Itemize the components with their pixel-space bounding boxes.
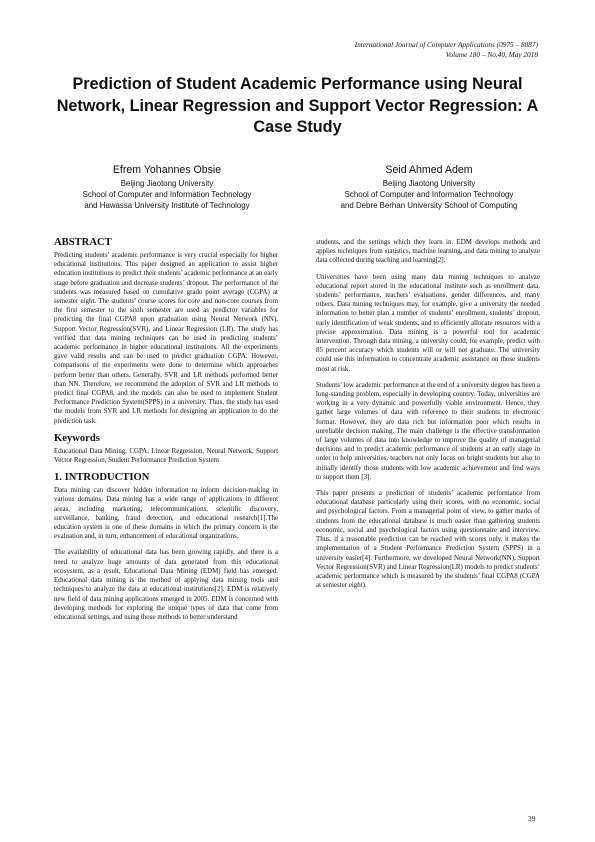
body-paragraph: The availability of educational data has been growing rapidly, and there is a need to analyze huge amounts of data generated from this educational ecosystem, as a result, Educational Data Mining (EDM) field has emerged. Educational data mining is the method of applying data mining tools and techniques to analyze the data at educational institutions[2]. EDM is relatively new field of data mining applications emerged in 2005. EDM is concerned with developing methods for exploring the unique types of data that come from educational settings, and using those methods to better understand xyxy=(54,548,278,621)
page-number: 39 xyxy=(528,814,536,823)
author-affiliation: and Hawassa University Institute of Technology xyxy=(84,201,250,211)
body-paragraph: Students’ low academic performance at the end of a university degree has been a long-standing problem, especially in developing country. Today, universities are working in a very dynamic and powerfully viable environment. Hence, they gather large volumes of data with reference to their students in electronic format. However, they are data rich but information poor which results in unreliable decision making. The main challenge is the effective transformation of large volumes of data into knowledge to improve the quality of managerial decisions and to predict academic performance of students at an early stage in order to help universities, teachers not only focus on bright students but also to initially identify those students with low academic achievement and find ways to support them [3]. xyxy=(316,380,540,481)
keywords-text: Educational Data Mining, CGPA, Linear Regression, Neural Network, Support Vector Regression, Student Performance Prediction System xyxy=(54,446,278,465)
author-affiliation: and Debre Berhan University School of Computing xyxy=(340,201,518,211)
journal-name: International Journal of Computer Applications (0975 – 8887) xyxy=(354,40,538,49)
author-name: Efrem Yohannes Obsie xyxy=(112,164,222,176)
left-column xyxy=(54,237,278,629)
body-paragraph: This paper presents a prediction of students’ academic performance from educational database particularly using their scores, with no economic, social and psychological factors. From a managerial point of view, to gather marks of students from the educational database is much easier than gathering students economic, social and psychological factors using questionnaire and interview. Thus, if a reasonable prediction can be reached with scores only, it makes the implementation of a Student Performance Prediction System (SPPS) in a university easier[4]. Furthermore, we developed Neural Network(NN), Support Vector Regression(SVR) and Linear Regression(LR) models to predict students’ academic performance which is measured by the students’ final CGPA8 (CGPA at semester eight). xyxy=(316,489,540,590)
abstract-text: Predicting students’ academic performance is very crucial especially for higher educational institutions. This paper designed an application to assist higher education institutions to predict their students’ academic performance at an early stage before graduation and decrease students’ dropout. The performance of the students was measured based on cumulative grade point average (CGPA) at semester eight. The students’ course scores for core and non-core courses from the first semester to the sixth semester are used as predictor variables for predicting the final CGPA8 upon graduation using Neural Network (NN), Support Vector Regression(SVR), and Linear Regression (LR). The study has verified that data mining techniques can be used in predicting students’ academic performance in higher educational institutions. All the experiments gave valid results and can be used to predict graduation CGPA. However, comparisons of the experiments were done to determine which approaches perform better than others. Generally, SVR and LR methods performed better than NN. Therefore, we recommend the adoption of SVR and LR methods to predict final CGPA8, and the models can also be used to implement Student Performance Prediction System(SPPS) in a university. Thus, the study has used the models from SVR and LR methods for designing an application to do the prediction task. xyxy=(54,251,278,425)
author-affiliation: School of Computer and Information Technology xyxy=(82,190,252,200)
author-block-1 xyxy=(42,162,292,212)
author-block-2 xyxy=(304,162,554,212)
body-paragraph: Universities have been using many data mining techniques to analyze educational report stored in the educational institute such as enrollment data, students’ performance, teachers’ evaluations, gender differences, and many others. Data mining techniques may, for example, give a university the needed information to better plan a number of students’ enrollment, students’ dropout, early identification of weak students, and to efficiently allocate resources with a precise approximation. Data mining is a powerful tool for academic intervention. Through data mining, a university could, for example, predict with 85 percent accuracy which students will or will not graduate. The university could use this information to concentrate academic assistance on those students most at risk. xyxy=(316,272,540,373)
journal-header xyxy=(355,40,538,60)
introduction-heading: 1. INTRODUCTION xyxy=(54,472,150,484)
body-paragraph: Data mining can discover hidden information to inform decision-making in various domains. Data mining has a wide range of applications in different areas, including marketing, telecommunications, scientific discovery, surveillance, banking, fraud detection, and educational research[1].The education system is one of these domains in which the primary concern is the evaluation and, in turn, enhancement of educational organizations. xyxy=(54,486,278,541)
right-column xyxy=(316,238,540,597)
journal-volume: Volume 180 – No.40, May 2018 xyxy=(445,50,538,59)
author-name: Seid Ahmed Adem xyxy=(385,164,473,176)
abstract-heading: ABSTRACT xyxy=(54,237,112,248)
paper-title: Prediction of Student Academic Performance using Neural Network, Linear Regression and Support Vector Regression: A Case Study xyxy=(56,75,539,136)
author-affiliation: Beijing Jiaotong University xyxy=(120,179,214,188)
author-affiliation: Beijing Jiaotong University xyxy=(382,179,476,188)
keywords-heading: Keywords xyxy=(54,432,100,444)
author-affiliation: School of Computer and Information Technology xyxy=(344,190,514,200)
body-paragraph: students, and the settings which they learn in. EDM develops methods and applies techniques from statistics, machine learning, and data mining to analyze data collected during teaching and learning[2]. xyxy=(316,238,540,265)
